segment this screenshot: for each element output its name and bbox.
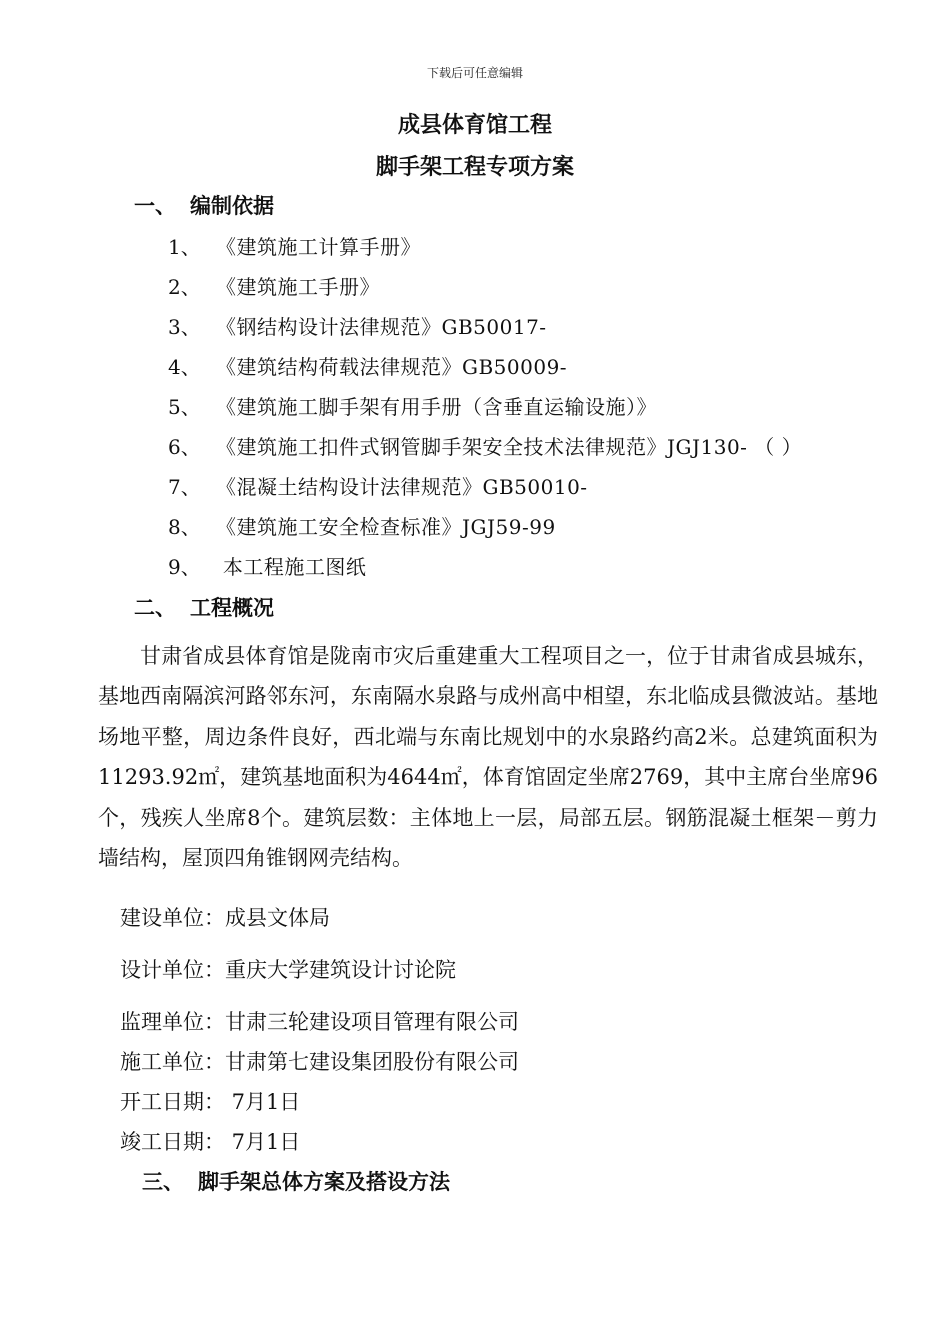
reference-text: 《建筑施工计算手册》 xyxy=(216,235,421,259)
reference-item xyxy=(168,511,556,540)
reference-text: 《钢结构设计法律规范》GB50017- xyxy=(216,315,547,339)
info-row-builder xyxy=(120,902,330,932)
section-number: 一、 xyxy=(134,194,176,218)
reference-index: 2、 xyxy=(168,275,201,299)
reference-index: 1、 xyxy=(168,235,201,259)
reference-index: 6、 xyxy=(168,435,201,459)
reference-item xyxy=(168,231,421,260)
info-label: 开工日期： xyxy=(120,1090,225,1114)
reference-index: 4、 xyxy=(168,355,201,379)
section-number: 二、 xyxy=(134,596,176,620)
section-number: 三、 xyxy=(142,1170,184,1194)
info-label: 施工单位： xyxy=(120,1050,225,1074)
reference-index: 8、 xyxy=(168,515,201,539)
info-row-start-date xyxy=(120,1086,300,1116)
section-heading-basis xyxy=(134,190,274,220)
info-label: 监理单位： xyxy=(120,1010,225,1034)
reference-item xyxy=(168,551,366,580)
reference-text: 《建筑施工手册》 xyxy=(216,275,380,299)
info-value: 重庆大学建筑设计讨论院 xyxy=(225,958,456,982)
reference-item xyxy=(168,351,567,380)
info-value: 甘肃第七建设集团股份有限公司 xyxy=(225,1050,519,1074)
info-label: 设计单位： xyxy=(120,958,225,982)
reference-text: 《建筑施工脚手架有用手册（含垂直运输设施）》 xyxy=(216,395,657,419)
page-header-note: 下载后可任意编辑 xyxy=(426,66,523,80)
section-title: 工程概况 xyxy=(190,596,274,620)
info-row-contractor xyxy=(120,1046,519,1076)
reference-item xyxy=(168,311,547,340)
reference-text: 《建筑施工安全检查标准》JGJ59-99 xyxy=(216,515,556,539)
reference-text: 《混凝土结构设计法律规范》GB50010- xyxy=(216,475,588,499)
overview-paragraph: 甘肃省成县体育馆是陇南市灾后重建重大工程项目之一，位于甘肃省成县城东，基地西南隔滨河路邻东河，东南隔水泉路与成州高中相望，东北临成县微波站。基地场地平整，周边条件良好，西北端与东南比规划中的水泉路约高2米。总建筑面积为11293.92㎡，建筑基地面积为4644㎡，体育馆固定坐席2769，其中主席台坐席96个，残疾人坐席8个。建筑层数：主体地上一层，局部五层。钢筋混凝土框架－剪力墙结构，屋顶四角锥钢网壳结构。 xyxy=(98,644,878,871)
info-row-end-date xyxy=(120,1126,300,1156)
info-value: 7月1日 xyxy=(225,1130,301,1154)
section-heading-overview xyxy=(134,592,274,622)
reference-index: 7、 xyxy=(168,475,201,499)
info-value: 成县文体局 xyxy=(225,906,330,930)
info-label: 建设单位： xyxy=(120,906,225,930)
info-row-designer xyxy=(120,954,456,984)
reference-item xyxy=(168,471,588,500)
info-label: 竣工日期： xyxy=(120,1130,225,1154)
reference-item xyxy=(168,271,380,300)
section-title: 编制依据 xyxy=(190,194,274,218)
reference-item xyxy=(168,391,657,420)
reference-item xyxy=(168,431,802,460)
section-heading-scaffold-plan xyxy=(142,1166,450,1196)
section-title: 脚手架总体方案及搭设方法 xyxy=(198,1170,450,1194)
reference-index: 3、 xyxy=(168,315,201,339)
document-title: 成县体育馆工程 xyxy=(397,113,552,138)
info-row-supervisor xyxy=(120,1006,519,1036)
document-subtitle: 脚手架工程专项方案 xyxy=(375,155,574,180)
reference-text: 《建筑结构荷载法律规范》GB50009- xyxy=(216,355,568,379)
reference-text: 《建筑施工扣件式钢管脚手架安全技术法律规范》JGJ130- （ ） xyxy=(216,435,803,459)
reference-index: 5、 xyxy=(168,395,201,419)
reference-text: 本工程施工图纸 xyxy=(216,555,367,579)
info-value: 7月1日 xyxy=(225,1090,301,1114)
info-value: 甘肃三轮建设项目管理有限公司 xyxy=(225,1010,519,1034)
reference-index: 9、 xyxy=(168,555,201,579)
